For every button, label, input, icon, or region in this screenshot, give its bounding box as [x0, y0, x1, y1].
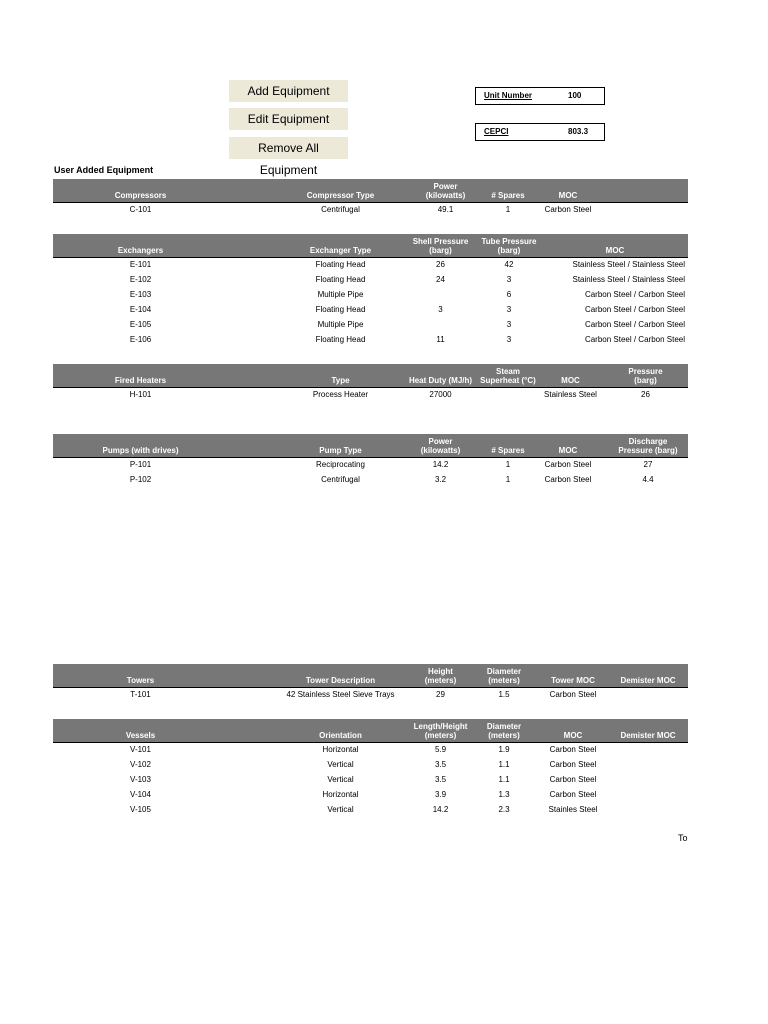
- table-cell: Stainles Steel: [548, 805, 598, 814]
- table-cell: V-101: [130, 745, 151, 754]
- table-cell: Vertical: [327, 805, 354, 814]
- table-row[interactable]: [53, 743, 688, 758]
- table-cell: Vertical: [327, 775, 354, 784]
- remove-all-equipment-button[interactable]: Remove All Equipment: [229, 137, 348, 159]
- table-cell: 3.5: [434, 775, 447, 784]
- table-cell: Centrifugal: [321, 205, 360, 214]
- column-header: Exchangers: [117, 246, 164, 255]
- table-cell: E-102: [129, 275, 152, 284]
- column-header: Tube Pressure (barg): [481, 237, 537, 255]
- table-cell: Carbon Steel / Carbon Steel: [584, 305, 685, 314]
- table-row[interactable]: [53, 803, 688, 818]
- column-header: Demister MOC: [620, 676, 676, 685]
- table-cell: 14.2: [432, 460, 449, 469]
- table-cell: C-101: [129, 205, 152, 214]
- table-cell: P-101: [129, 460, 152, 469]
- table-cell: 1.1: [498, 775, 510, 784]
- column-header: Heat Duty (MJ/h): [408, 376, 473, 385]
- table-cell: Floating Head: [315, 260, 366, 269]
- column-header: Pumps (with drives): [102, 446, 179, 455]
- table-cell: 3.2: [434, 475, 447, 484]
- table-cell: 3.9: [434, 790, 447, 799]
- column-header: Tower MOC: [551, 676, 595, 685]
- cepci-label: CEPCI: [484, 127, 509, 136]
- table-cell: Carbon Steel: [549, 790, 597, 799]
- table-cell: P-102: [129, 475, 152, 484]
- table-cell: 3.5: [434, 760, 447, 769]
- table-cell: Stainless Steel: [544, 390, 597, 399]
- table-cell: 5.9: [434, 745, 447, 754]
- table-cell: 3: [506, 305, 512, 314]
- column-header: Discharge Pressure (barg): [618, 437, 678, 455]
- table-cell: 3: [506, 335, 512, 344]
- table-row[interactable]: [53, 318, 688, 333]
- table-cell: V-105: [130, 805, 151, 814]
- column-header: Diameter (meters): [486, 667, 522, 685]
- table-cell: 27: [643, 460, 653, 469]
- table-cell: Stainless Steel / Stainless Steel: [572, 275, 685, 284]
- table-cell: Horizontal: [322, 745, 359, 754]
- column-header: Diameter (meters): [486, 722, 522, 740]
- table-cell: 2.3: [498, 805, 510, 814]
- table-row[interactable]: [53, 303, 688, 318]
- table-cell: Centrifugal: [321, 475, 360, 484]
- table-cell: 24: [436, 275, 445, 284]
- table-cell: 3: [506, 320, 512, 329]
- table-row[interactable]: [53, 273, 688, 288]
- column-header: Exchanger Type: [309, 246, 372, 255]
- table-cell: Carbon Steel: [549, 745, 597, 754]
- column-header: MOC: [558, 191, 578, 200]
- table-cell: Carbon Steel: [549, 690, 597, 699]
- column-header: Length/Height (meters): [413, 722, 468, 740]
- table-cell: 42: [504, 260, 514, 269]
- column-header: # Spares: [491, 446, 525, 455]
- table-cell: 3: [438, 305, 443, 314]
- table-cell: 1: [505, 460, 511, 469]
- table-row[interactable]: [53, 203, 688, 218]
- add-equipment-button[interactable]: Add Equipment: [229, 80, 348, 102]
- table-cell: Carbon Steel / Carbon Steel: [584, 290, 685, 299]
- table-cell: E-104: [129, 305, 152, 314]
- table-cell: E-106: [129, 335, 152, 344]
- table-row[interactable]: [53, 758, 688, 773]
- column-header: Steam Superheat (°C): [480, 367, 536, 385]
- table-cell: Carbon Steel: [544, 460, 592, 469]
- table-cell: Carbon Steel: [544, 475, 592, 484]
- table-cell: E-103: [129, 290, 152, 299]
- table-cell: Floating Head: [315, 275, 366, 284]
- table-cell: 42 Stainless Steel Sieve Trays: [286, 690, 395, 699]
- table-cell: Floating Head: [315, 305, 366, 314]
- column-header: Vessels: [125, 731, 156, 740]
- table-cell: V-103: [130, 775, 151, 784]
- column-header: MOC: [561, 376, 580, 385]
- table-cell: E-101: [129, 260, 152, 269]
- table-cell: 1.3: [498, 790, 510, 799]
- table-cell: Carbon Steel: [549, 775, 597, 784]
- table-row[interactable]: [53, 388, 688, 403]
- column-header: Demister MOC: [620, 731, 676, 740]
- table-cell: 1: [505, 475, 511, 484]
- column-header: # Spares: [491, 191, 525, 200]
- column-header: Height (meters): [424, 667, 457, 685]
- table-row[interactable]: [53, 288, 688, 303]
- column-header: Orientation: [319, 731, 362, 740]
- table-cell: 27000: [429, 390, 452, 399]
- table-cell: 49.1: [437, 205, 454, 214]
- table-row[interactable]: [53, 473, 688, 488]
- table-cell: 4.4: [642, 475, 654, 484]
- table-cell: E-105: [129, 320, 152, 329]
- column-header: MOC: [563, 731, 583, 740]
- section-title: User Added Equipment: [54, 165, 154, 175]
- table-cell: 29: [436, 690, 445, 699]
- table-row[interactable]: [53, 333, 688, 348]
- table-cell: Reciprocating: [316, 460, 365, 469]
- table-row[interactable]: [53, 788, 688, 803]
- table-cell: 1.9: [498, 745, 510, 754]
- cepci-value[interactable]: 803.3: [568, 127, 589, 136]
- column-header: Pressure (barg): [628, 367, 663, 385]
- table-cell: Carbon Steel: [549, 760, 597, 769]
- column-header: Type: [331, 376, 350, 385]
- table-cell: Floating Head: [315, 335, 366, 344]
- unit-number-box: [475, 87, 605, 105]
- table-cell: Horizontal: [322, 790, 359, 799]
- table-row[interactable]: [53, 258, 688, 273]
- column-header: MOC: [558, 446, 578, 455]
- table-row[interactable]: [53, 458, 688, 473]
- table-cell: 1: [505, 205, 511, 214]
- table-row[interactable]: [53, 773, 688, 788]
- pumps-header: [53, 434, 688, 458]
- table-cell: 14.2: [432, 805, 449, 814]
- table-cell: 26: [641, 390, 650, 399]
- table-cell: Multiple Pipe: [317, 320, 364, 329]
- table-row[interactable]: [53, 688, 688, 703]
- table-cell: Vertical: [327, 760, 354, 769]
- table-cell: 1.5: [498, 690, 510, 699]
- cepci-box: [475, 123, 605, 141]
- edit-equipment-button[interactable]: Edit Equipment: [229, 108, 348, 130]
- column-header: Tower Description: [305, 676, 376, 685]
- column-header: Power (kilowatts): [420, 437, 461, 455]
- column-header: Compressor Type: [306, 191, 375, 200]
- towers-header: [53, 664, 688, 688]
- table-cell: Carbon Steel: [544, 205, 592, 214]
- fired-heaters-header: [53, 364, 688, 388]
- table-cell: Carbon Steel / Carbon Steel: [584, 320, 685, 329]
- table-cell: V-104: [130, 790, 151, 799]
- table-cell: 11: [436, 335, 445, 344]
- table-cell: H-101: [129, 390, 152, 399]
- vessels-header: [53, 719, 688, 743]
- exchangers-header: [53, 234, 688, 258]
- table-cell: T-101: [130, 690, 151, 699]
- table-cell: 3: [506, 275, 512, 284]
- column-header: Fired Heaters: [114, 376, 167, 385]
- table-cell: 26: [436, 260, 445, 269]
- compressors-header: [53, 179, 688, 203]
- table-cell: V-102: [130, 760, 151, 769]
- table-cell: Stainless Steel / Stainless Steel: [572, 260, 685, 269]
- column-header: Pump Type: [319, 446, 362, 455]
- column-header: Compressors: [114, 191, 167, 200]
- column-header: Towers: [126, 676, 155, 685]
- column-header: Power (kilowatts): [425, 182, 466, 200]
- table-cell: Process Heater: [312, 390, 369, 399]
- column-header: MOC: [605, 246, 625, 255]
- table-cell: 1.1: [498, 760, 510, 769]
- unit-number-value[interactable]: 100: [568, 91, 582, 100]
- total-label: To: [678, 833, 688, 843]
- column-header: Shell Pressure (barg): [412, 237, 469, 255]
- table-cell: Multiple Pipe: [317, 290, 364, 299]
- table-cell: 6: [506, 290, 512, 299]
- table-cell: Carbon Steel / Carbon Steel: [584, 335, 685, 344]
- unit-number-label: Unit Number: [484, 91, 532, 100]
